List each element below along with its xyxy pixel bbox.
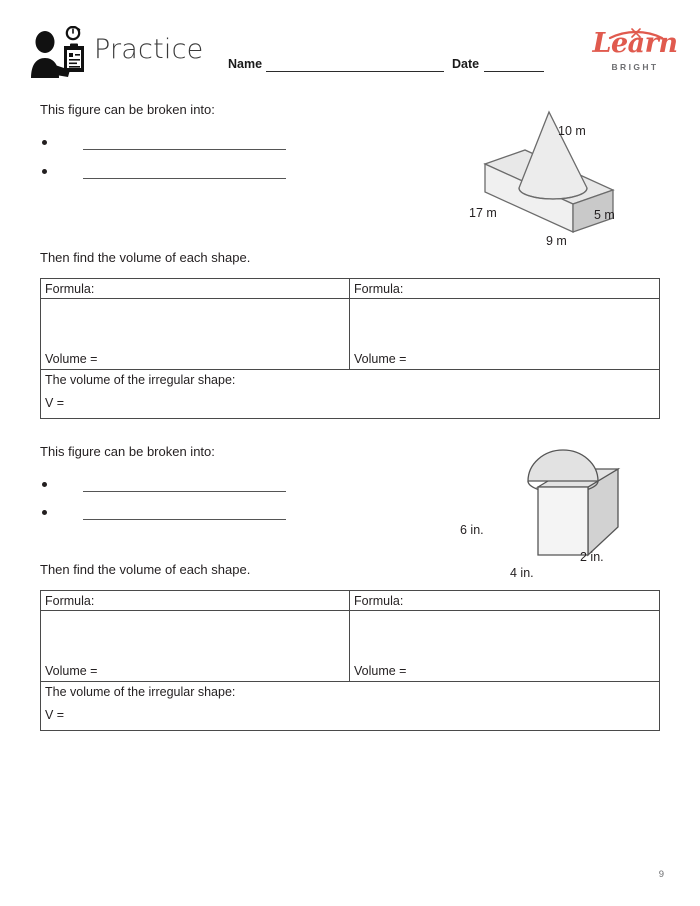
question-then-2: Then find the volume of each shape.: [40, 562, 251, 577]
answer-table-2-row-irregular[interactable]: [41, 681, 659, 730]
question-intro-1: This figure can be broken into:: [40, 102, 215, 117]
irregular-shape-label: The volume of the irregular shape:: [45, 373, 236, 387]
bullet-row-1-2: [42, 163, 342, 183]
page-number: 9: [658, 869, 664, 880]
formula-workspace[interactable]: [41, 299, 349, 369]
answer-cell-2-right[interactable]: [350, 591, 659, 681]
bullet-dot: [42, 169, 47, 174]
answer-cell-2-left[interactable]: [41, 591, 350, 681]
logo-subtext: BRIGHT: [611, 62, 659, 72]
volume-label: Volume =: [45, 664, 98, 678]
figure-label-prism-width: 4 in.: [510, 566, 534, 580]
answer-table-1-row-irregular[interactable]: [41, 369, 659, 418]
formula-label: Formula:: [350, 591, 659, 611]
v-label: V =: [45, 396, 65, 410]
figure-cone-on-rectangular-prism: [455, 98, 700, 253]
worksheet-header: [0, 0, 700, 92]
figure-label-cone-slant-height: 10 m: [558, 124, 586, 138]
bullet-dot: [42, 510, 47, 515]
formula-workspace[interactable]: [350, 611, 659, 681]
answer-table-2-row-formulas: [41, 591, 659, 681]
answer-cell-1-right[interactable]: [350, 279, 659, 369]
answer-blank-1-1[interactable]: [83, 149, 286, 150]
answer-table-2: [40, 590, 660, 731]
answer-blank-2-2[interactable]: [83, 519, 286, 520]
figure-label-prism-length: 17 m: [469, 206, 497, 220]
formula-workspace[interactable]: [350, 299, 659, 369]
formula-label: Formula:: [350, 279, 659, 299]
figure-label-prism-width: 9 m: [546, 234, 567, 248]
volume-label: Volume =: [354, 352, 407, 366]
volume-label: Volume =: [45, 352, 98, 366]
bullet-dot: [42, 482, 47, 487]
figure-label-prism-depth: 2 in.: [580, 550, 604, 564]
answer-blank-2-1[interactable]: [83, 491, 286, 492]
answer-table-1-row-formulas: [41, 279, 659, 369]
question-then-1: Then find the volume of each shape.: [40, 250, 251, 265]
name-label: Name: [228, 57, 263, 71]
formula-label: Formula:: [41, 279, 349, 299]
bullet-dot: [42, 140, 47, 145]
answer-table-1: [40, 278, 660, 419]
page-title: Practice: [94, 34, 204, 65]
bullet-row-2-1: [42, 476, 342, 496]
v-label: V =: [45, 708, 65, 722]
question-intro-2: This figure can be broken into:: [40, 444, 215, 459]
answer-cell-1-left[interactable]: [41, 279, 350, 369]
volume-label: Volume =: [354, 664, 407, 678]
irregular-shape-label: The volume of the irregular shape:: [45, 685, 236, 699]
formula-label: Formula:: [41, 591, 349, 611]
date-label: Date: [452, 57, 480, 71]
bullet-row-1-1: [42, 134, 342, 154]
name-input-rule[interactable]: [266, 71, 444, 72]
figure-hemisphere-on-rectangular-prism: [450, 445, 700, 585]
logo-wordmark: Learn: [592, 28, 678, 59]
figure-label-prism-height: 6 in.: [460, 523, 484, 537]
figure-label-prism-height: 5 m: [594, 208, 615, 222]
date-input-rule[interactable]: [484, 71, 544, 72]
formula-workspace[interactable]: [41, 611, 349, 681]
learn-bright-logo: [592, 28, 678, 78]
answer-blank-1-2[interactable]: [83, 178, 286, 179]
person-clipboard-stopwatch-icon: [28, 26, 90, 82]
bullet-row-2-2: [42, 504, 342, 524]
